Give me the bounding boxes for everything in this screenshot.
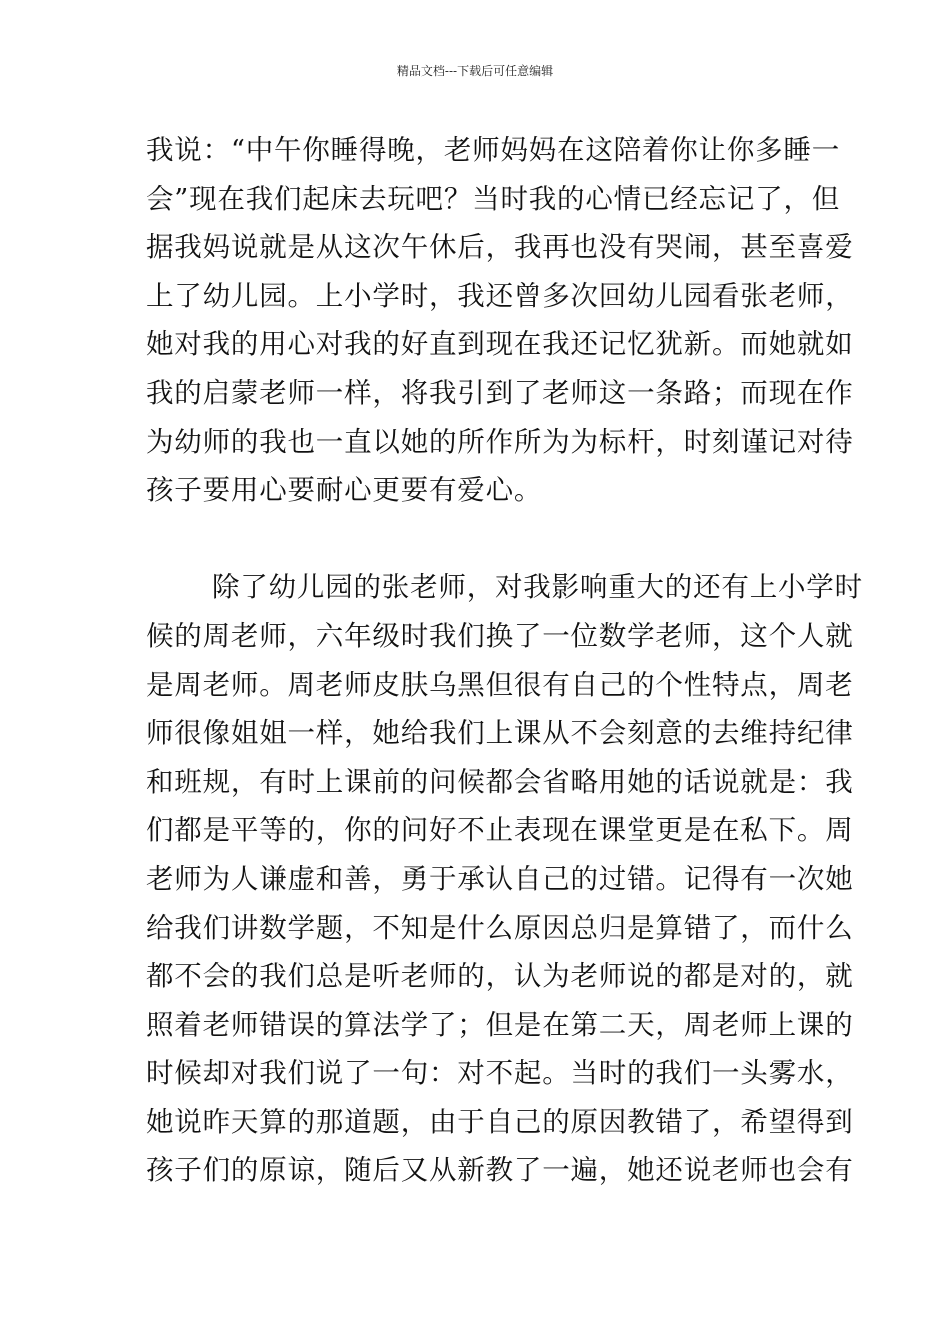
page-header: 精品文档---下载后可任意编辑 xyxy=(396,64,554,78)
text-line: 我说：“中午你睡得晚，老师妈妈在这陪着你让你多睡一 xyxy=(146,134,841,166)
text-line: 孩子要用心要耐心更要有爱心。 xyxy=(146,474,543,507)
text-line: 孩子们的原谅，随后又从新教了一遍，她还说老师也会有 xyxy=(146,1154,854,1187)
text-line: 照着老师错误的算法学了；但是在第二天，周老师上课的 xyxy=(146,1008,854,1041)
paragraph-1 xyxy=(146,126,854,515)
text-line: 会”现在我们起床去玩吧？当时我的心情已经忘记了，但 xyxy=(146,182,841,215)
paragraph-spacer xyxy=(146,515,810,564)
text-line: 为幼师的我也一直以她的所作所为为标杆，时刻谨记对待 xyxy=(146,425,854,458)
text-line: 老师为人谦虚和善，勇于承认自己的过错。记得有一次她 xyxy=(146,862,854,895)
paragraph-2 xyxy=(146,563,863,1195)
text-line: 是周老师。周老师皮肤乌黑但很有自己的个性特点，周老 xyxy=(146,668,854,701)
text-line: 据我妈说就是从这次午休后，我再也没有哭闹，甚至喜爱 xyxy=(146,231,854,264)
text-line: 和班规，有时上课前的问候都会省略用她的话说就是：我 xyxy=(146,765,854,798)
text-line: 们都是平等的，你的问好不止表现在课堂更是在私下。周 xyxy=(146,814,854,847)
document-body xyxy=(146,126,863,1195)
text-line: 给我们讲数学题，不知是什么原因总归是算错了，而什么 xyxy=(146,911,854,944)
text-line: 她说昨天算的那道题，由于自己的原因教错了，希望得到 xyxy=(146,1105,854,1138)
text-line: 我的启蒙老师一样，将我引到了老师这一条路；而现在作 xyxy=(146,376,854,409)
text-line: 时候却对我们说了一句：对不起。当时的我们一头雾水， xyxy=(146,1057,854,1090)
text-line: 都不会的我们总是听老师的，认为老师说的都是对的，就 xyxy=(146,960,854,993)
text-line: 她对我的用心对我的好直到现在我还记忆犹新。而她就如 xyxy=(146,328,854,361)
text-line: 候的周老师，六年级时我们换了一位数学老师，这个人就 xyxy=(146,619,854,652)
text-line: 师很像姐姐一样，她给我们上课从不会刻意的去维持纪律 xyxy=(146,717,854,750)
text-line: 上了幼儿园。上小学时，我还曾多次回幼儿园看张老师， xyxy=(146,279,854,312)
text-line: 除了幼儿园的张老师，对我影响重大的还有上小学时 xyxy=(212,571,863,604)
